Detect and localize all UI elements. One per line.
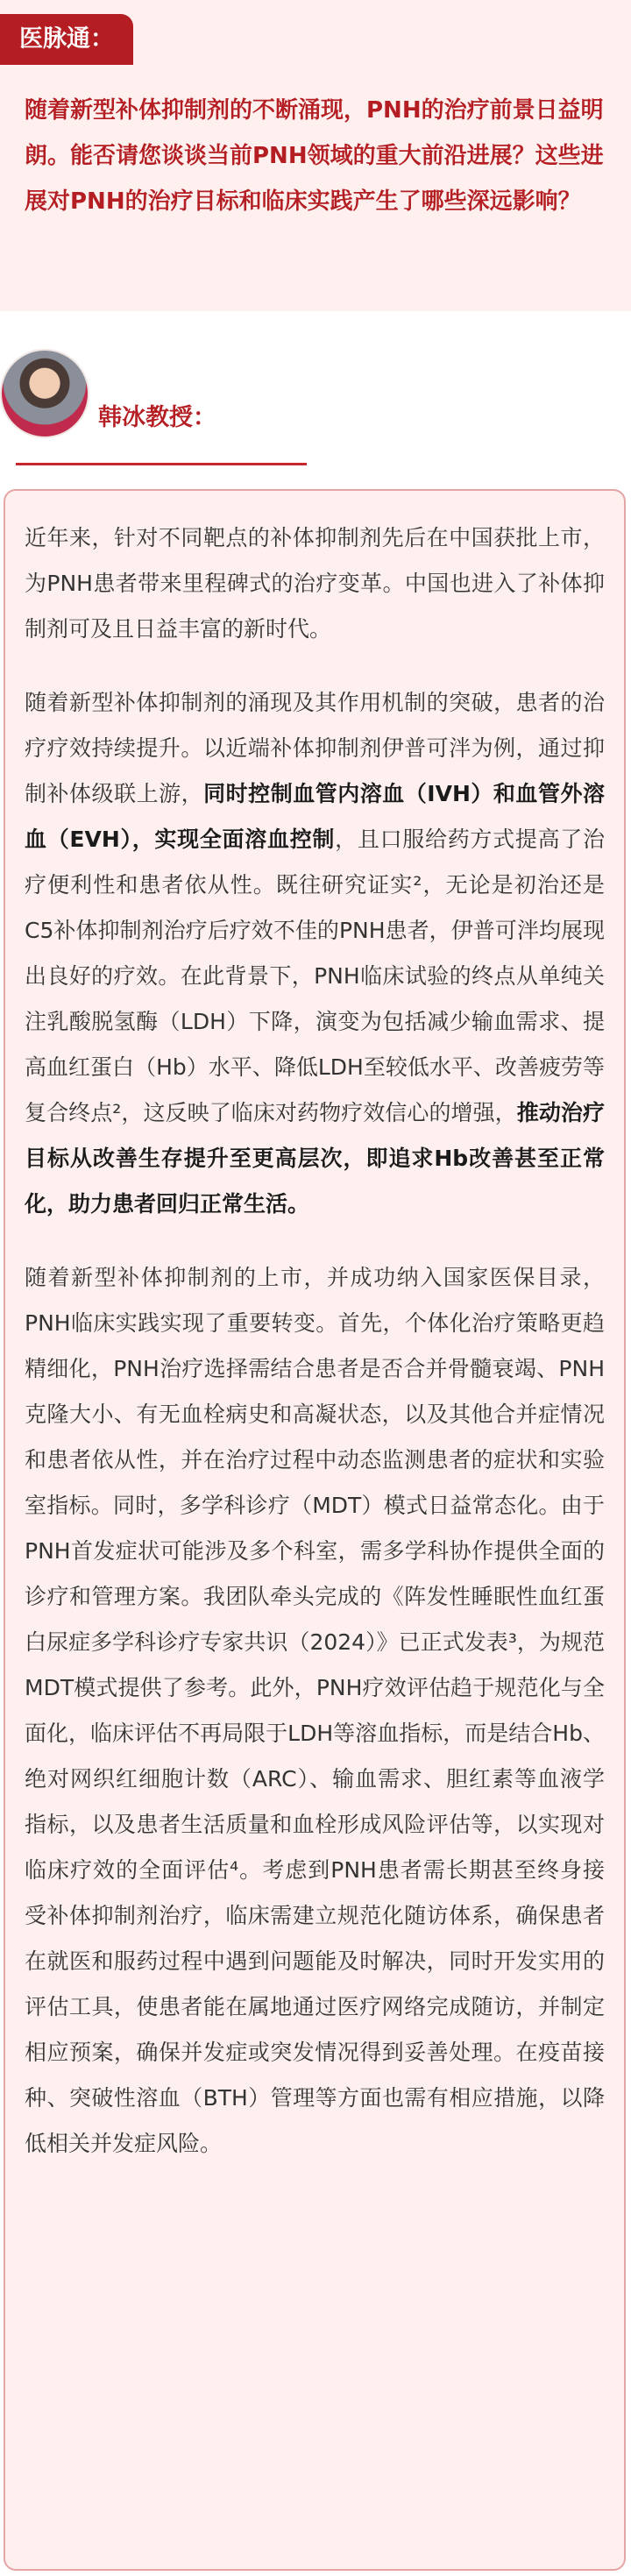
paragraph-2-text-2: ，且口服给药方式提高了治疗便利性和患者依从性。既往研究证实²，无论是初治还是C5补体抑制剂治疗后疗效不佳的PNH患者，伊普可泮均展现出良好的疗效。在此背景下，PNH临床试验的终点从单纯关注乳酸脱氢酶（LDH）下降，演变为包括减少输血需求、提高血红蛋白（Hb）水平、降低LDH至较低水平、改善疲劳等复合终点²，这反映了临床对药物疗效信心的增强， bbox=[25, 827, 605, 1125]
answer-paragraph-3: 随着新型补体抑制剂的上市，并成功纳入国家医保目录，PNH临床实践实现了重要转变。首先，个体化治疗策略更趋精细化，PNH治疗选择需结合患者是否合并骨髓衰竭、PNH克隆大小、有无血栓病史和高凝状态，以及其他合并症情况和患者依从性，并在治疗过程中动态监测患者的症状和实验室指标。同时，多学科诊疗（MDT）模式日益常态化。由于PNH首发症状可能涉及多个科室，需多学科协作提供全面的诊疗和管理方案。我团队牵头完成的《阵发性睡眠性血红蛋白尿症多学科诊疗专家共识（2024）》已正式发表³，为规范MDT模式提供了参考。此外，PNH疗效评估趋于规范化与全面化，临床评估不再局限于LDH等溶血指标，而是结合Hb、绝对网织红细胞计数（ARC）、输血需求、胆红素等血液学指标，以及患者生活质量和血栓形成风险评估等，以实现对临床疗效的全面评估⁴。考虑到PNH患者需长期甚至终身接受补体抑制剂治疗，临床需建立规范化随访体系，确保患者在就医和服药过程中遇到问题能及时解决，同时开发实用的评估工具，使患者能在属地通过医疗网络完成随访，并制定相应预案，确保并发症或突发情况得到妥善处理。在疫苗接种、突破性溶血（BTH）管理等方面也需有相应措施，以降低相关并发症风险。 bbox=[25, 1265, 605, 2156]
paragraph-2-bold-1: 同时控制血管内溶血（IVH）和血管外溶血（EVH），实现全面溶血控制 bbox=[25, 781, 605, 852]
expert-name: 韩冰教授： bbox=[98, 404, 216, 431]
question-source-tag: 医脉通： bbox=[0, 14, 133, 65]
answer-paragraph-1: 近年来，针对不同靶点的补体抑制剂先后在中国获批上市，为PNH患者带来里程碑式的治疗变革。中国也进入了补体抑制剂可及且日益丰富的新时代。 bbox=[25, 525, 605, 642]
divider bbox=[16, 463, 307, 465]
paragraph-2-text-1: 随着新型补体抑制剂的涌现及其作用机制的突破，患者的治疗疗效持续提升。以近端补体抑制剂伊普可泮为例，通过抑制补体级联上游， bbox=[25, 690, 605, 806]
paragraph-2-bold-2: 推动治疗目标从改善生存提升至更高层次，即追求Hb改善甚至正常化，助力患者回归正常生活。 bbox=[25, 1100, 605, 1217]
answer-box bbox=[4, 489, 626, 2571]
answer-paragraph-2 bbox=[25, 680, 605, 1227]
question-block bbox=[0, 0, 631, 311]
expert-avatar bbox=[0, 349, 89, 438]
question-text: 随着新型补体抑制剂的不断涌现，PNH的治疗前景日益明朗。能否请您谈谈当前PNH领域的重大前沿进展？这些进展对PNH的治疗目标和临床实践产生了哪些深远影响？ bbox=[25, 97, 604, 215]
